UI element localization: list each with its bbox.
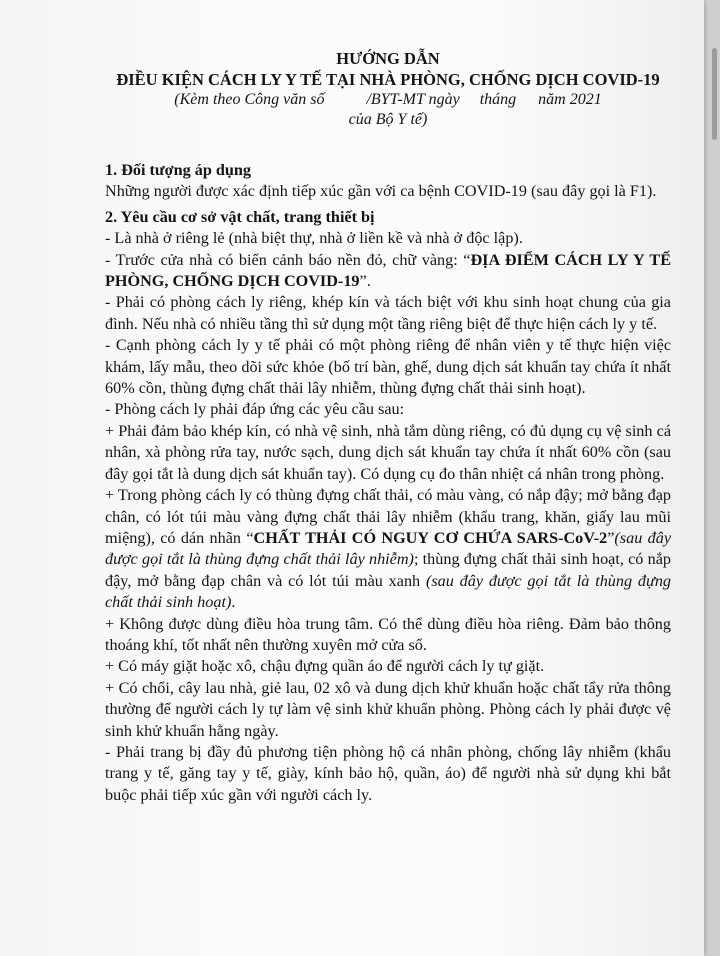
room-requirement: + Phải đảm bảo khép kín, có nhà vệ sinh, nhà tắm dùng riêng, có đủ dụng cụ vệ sinh cá nhân, xà phòng rửa tay, nước sạch, dung dịch sát khuẩn tay chứa ít nhất 60% cồn (sau đây gọi tắt là dung dịch sát khuẩn tay). Có dụng cụ đo thân nhiệt cá nhân trong phòng.: [105, 421, 671, 483]
vertical-scrollbar[interactable]: [708, 0, 720, 956]
section-2-title: 2. Yêu cầu cơ sở vật chất, trang thiết bị: [105, 207, 375, 226]
reference-doc-number: /BYT-MT ngày: [366, 91, 460, 108]
section-1-title: 1. Đối tượng áp dụng: [105, 161, 251, 179]
room-requirement: + Có máy giặt hoặc xô, chậu đựng quần áo để người cách ly tự giặt.: [105, 657, 545, 676]
document-content: [105, 48, 671, 806]
text-run: .: [231, 593, 236, 612]
hazard-label-text: CHẤT THẢI CÓ NGUY CƠ CHỨA SARS-CoV-2: [253, 528, 608, 547]
document-subject: ĐIỀU KIỆN CÁCH LY Y TẾ TẠI NHÀ PHÒNG, CHỐNG DỊCH COVID-19: [116, 70, 660, 89]
text-run: ”.: [359, 272, 371, 291]
warning-sign-text: ĐỊA ĐIỂM CÁCH LY Y TẾ PHÒNG, CHỐNG DỊCH COVID-19: [105, 250, 671, 291]
text-run: ”: [607, 528, 615, 547]
requirement-item: - Là nhà ở riêng lẻ (nhà biệt thự, nhà ở liền kề và nhà ở độc lập).: [105, 229, 523, 248]
requirement-item: - Cạnh phòng cách ly y tế phải có một phòng riêng để nhân viên y tế thực hiện việc khám, lấy mẫu, theo dõi sức khỏe (bố trí bàn, ghế, dung dịch sát khuẩn tay chứa ít nhất 60% cồn, thùng đựng chất thải lây nhiễm, thùng đựng chất thải sinh hoạt).: [105, 336, 671, 398]
text-run: ; thùng đựng chất thải sinh hoạt, có nắp đậy, mở bằng đạp chân và có lót túi màu xanh: [105, 550, 672, 590]
reference-month: tháng: [479, 91, 517, 108]
reference-issuer: của Bộ Y tế): [348, 111, 428, 128]
reference-year: năm 2021: [538, 91, 602, 108]
room-requirement: [105, 485, 671, 613]
italic-note: (sau đây được gọi tắt là thùng đựng chất thải sinh hoạt): [105, 571, 672, 612]
text-run: - Trước cửa nhà có biển cảnh báo nền đỏ, chữ vàng: “: [105, 250, 471, 269]
requirement-item: - Phải có phòng cách ly riêng, khép kín và tách biệt với khu sinh hoạt chung của gia đình. Nếu nhà có nhiều tầng thì sử dụng một tầng riêng biệt để thực hiện cách ly y tế.: [105, 293, 671, 333]
room-requirement: + Không được dùng điều hòa trung tâm. Có thể dùng điều hòa riêng. Đảm bảo thông thoáng khí, tốt nhất nên thường xuyên mở cửa sổ.: [105, 614, 671, 654]
requirement-item: - Phải trang bị đầy đủ phương tiện phòng hộ cá nhân phòng, chống lây nhiễm (khẩu trang y tế, găng tay y tế, giày, kính bảo hộ, quần, áo) để người nhà sử dụng khi bắt buộc phải tiếp xúc gần với người cách ly.: [105, 742, 671, 804]
requirement-item: [105, 250, 671, 293]
text-run: + Trong phòng cách ly có thùng đựng chất thải, có màu vàng, có nắp đậy; mở bằng đạp chân, có lót túi màu vàng đựng chất thải lây nhiễm (khẩu trang, khăn, giấy lau mũi miệng), có dán nhãn “: [105, 486, 671, 547]
requirement-item: - Phòng cách ly phải đáp ứng các yêu cầu sau:: [105, 400, 405, 419]
scrollbar-thumb[interactable]: [712, 48, 717, 140]
section-1-body: Những người được xác định tiếp xúc gần với ca bệnh COVID-19 (sau đây gọi là F1).: [105, 182, 657, 201]
room-requirement: + Có chổi, cây lau nhà, giẻ lau, 02 xô và dung dịch khử khuẩn hoặc chất tẩy rửa thông thường để người cách ly tự làm vệ sinh khử khuẩn phòng. Phòng cách ly phải được vệ sinh khử khuẩn hằng ngày.: [105, 678, 671, 740]
reference-prefix: (Kèm theo Công văn số: [174, 91, 325, 108]
italic-note: (sau đây được gọi tắt là thùng đựng chất thải lây nhiễm): [105, 528, 672, 569]
document-reference: [105, 90, 671, 110]
document-title: HƯỚNG DẪN: [336, 49, 440, 68]
